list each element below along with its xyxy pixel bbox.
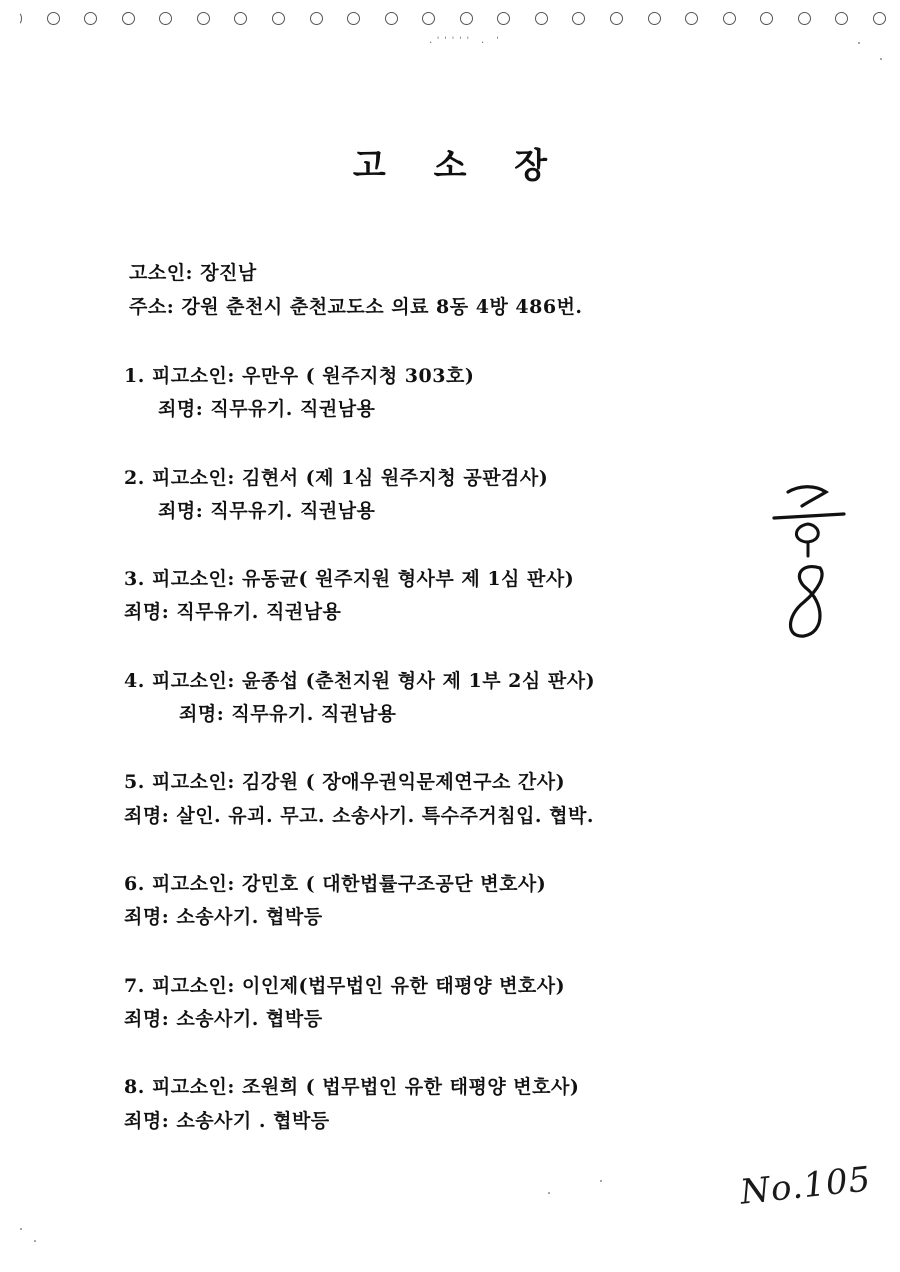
- binder-hole: [272, 12, 285, 25]
- binder-hole: [84, 12, 97, 25]
- binder-hole: [347, 12, 360, 25]
- binder-hole: [122, 12, 135, 25]
- binder-hole: [422, 12, 435, 25]
- binder-hole: [47, 12, 60, 25]
- handwritten-page-number: No.105: [738, 1159, 874, 1213]
- handwritten-margin-mark: [768, 476, 848, 656]
- binder-hole: [310, 12, 323, 25]
- charge-6: 죄명: 소송사기. 협박등: [124, 906, 323, 928]
- charge-8: 죄명: 소송사기 . 협박등: [124, 1110, 330, 1132]
- binder-hole: [610, 12, 623, 25]
- charge-2: 죄명: 직무유기. 직권남용: [158, 500, 376, 522]
- binder-hole: [648, 12, 661, 25]
- charge-7: 죄명: 소송사기. 협박등: [124, 1008, 323, 1030]
- accused-8: 8. 피고소인: 조원희 ( 법무법인 유한 태평양 변호사): [124, 1076, 580, 1098]
- charge-4: 죄명: 직무유기. 직권남용: [179, 703, 397, 725]
- binder-hole: [234, 12, 247, 25]
- scan-dot: [548, 1192, 550, 1194]
- binder-hole: [798, 12, 811, 25]
- scan-dot: [34, 1240, 36, 1242]
- binder-hole: [197, 12, 210, 25]
- binder-hole: [760, 12, 773, 25]
- charge-3: 죄명: 직무유기. 직권남용: [124, 601, 342, 623]
- binder-hole: [572, 12, 585, 25]
- accused-5: 5. 피고소인: 김강원 ( 장애우권익문제연구소 간사): [124, 771, 566, 793]
- scan-dot: [20, 1228, 22, 1230]
- binder-hole: [685, 12, 698, 25]
- binder-hole: [873, 12, 886, 25]
- charge-1: 죄명: 직무유기. 직권남용: [158, 398, 376, 420]
- binder-hole: [723, 12, 736, 25]
- binder-hole: [14, 12, 22, 25]
- scan-noise: .''''' . ': [428, 36, 503, 46]
- scan-dot: [880, 58, 882, 60]
- scan-dot: [858, 42, 860, 44]
- accused-2: 2. 피고소인: 김현서 (제 1심 원주지청 공판검사): [124, 467, 549, 489]
- scan-dot: [600, 1180, 602, 1182]
- address-line: 주소: 강원 춘천시 춘천교도소 의료 8동 4방 486번.: [129, 296, 583, 318]
- binder-hole: [497, 12, 510, 25]
- charge-5: 죄명: 살인. 유괴. 무고. 소송사기. 특수주거침입. 협박.: [124, 805, 594, 827]
- binder-hole: [835, 12, 848, 25]
- binder-hole: [535, 12, 548, 25]
- binder-hole: [159, 12, 172, 25]
- document-title: 고 소 장: [352, 146, 566, 186]
- accused-6: 6. 피고소인: 강민호 ( 대한법률구조공단 변호사): [124, 873, 547, 895]
- accused-3: 3. 피고소인: 유동균( 원주지원 형사부 제 1심 판사): [124, 568, 575, 590]
- binder-holes: [14, 9, 886, 27]
- accused-7: 7. 피고소인: 이인제(법무법인 유한 태평양 변호사): [124, 975, 566, 997]
- accused-1: 1. 피고소인: 우만우 ( 원주지청 303호): [124, 365, 475, 387]
- accused-4: 4. 피고소인: 윤종섭 (춘천지원 형사 제 1부 2심 판사): [124, 670, 596, 692]
- binder-hole: [385, 12, 398, 25]
- binder-hole: [460, 12, 473, 25]
- complainant-line: 고소인: 장진남: [129, 262, 257, 284]
